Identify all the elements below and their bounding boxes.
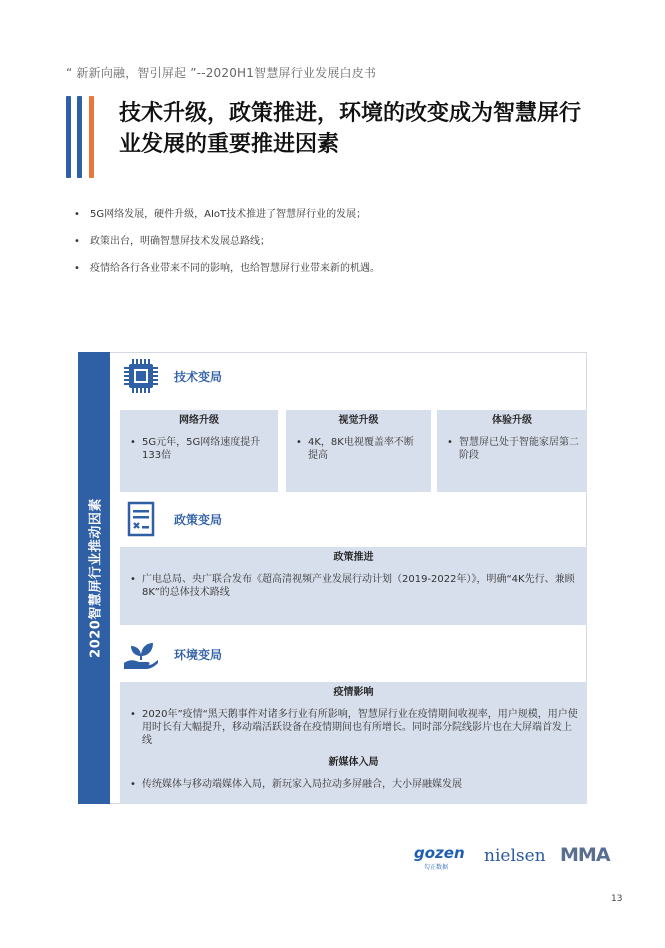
tech-box-visual [286, 410, 431, 492]
cpu-chip-icon [122, 358, 160, 394]
tech-section-header [122, 358, 222, 394]
hand-plant-icon [122, 636, 160, 672]
env-box-title: 疫情影响 [333, 687, 374, 698]
intro-bullet: • 5G网络发展，硬件升级，AIoT技术推进了智慧屏行业的发展； [74, 208, 614, 222]
tech-box-title: 网络升级 [179, 415, 219, 426]
gozen-logo-sub: 勾正数据 [424, 864, 449, 871]
policy-box-title: 政策推进 [333, 552, 374, 563]
tech-box-text: • 4K，8K电视覆盖率不断提高 [294, 436, 423, 462]
orange-bar [89, 96, 94, 178]
tech-box-title: 体验升级 [492, 415, 532, 426]
document-icon [122, 501, 160, 537]
blue-bar-2 [77, 96, 82, 178]
tech-box-text: • 智慧屏已处于智能家居第二阶段 [445, 436, 579, 462]
tech-box-title: 视觉升级 [338, 415, 379, 426]
mma-logo: MMA [560, 844, 610, 866]
driving-factors-diagram [78, 352, 588, 806]
policy-box-text: • 广电总局、央广联合发布《超高清视频产业发展行动计划（2019-2022年）》，明确“4K先行、兼顾8K”的总体技术路线 [128, 573, 579, 599]
env-section-header [122, 636, 222, 672]
page-number: 13 [611, 894, 623, 904]
policy-box [120, 547, 587, 625]
env-section-title: 环境变局 [174, 647, 223, 662]
title-decoration-bars [66, 96, 100, 178]
tech-box-experience [437, 410, 587, 492]
partner-logos [414, 844, 620, 870]
intro-bullet: • 疫情给各行各业带来不同的影响，也给智慧屏行业带来新的机遇。 [74, 262, 614, 276]
gozen-logo: gozen [414, 844, 465, 862]
policy-section-title: 政策变局 [174, 512, 223, 527]
intro-bullet-list [74, 208, 614, 289]
header-subtitle: “ 新新向融，智引屏起 ”--2020H1智慧屏行业发展白皮书 [66, 66, 377, 80]
env-box-title: 新媒体入局 [328, 757, 379, 768]
policy-section-header [122, 501, 222, 537]
tech-box-network [120, 410, 278, 492]
intro-bullet: • 政策出台，明确智慧屏技术发展总路线； [74, 235, 614, 249]
env-box-text: • 2020年”疫情“黑天鹅事件对诸多行业有所影响，智慧屏行业在疫情期间收视率，用户规模，用户使用时长有大幅提升，移动端活跃设备在疫情期间也有所增长。同时部分院线影片也在大屏端首发上线 [128, 708, 579, 747]
side-label-bar [78, 352, 110, 804]
env-box-text: • 传统媒体与移动端媒体入局，新玩家入局拉动多屏融合，大小屏融媒发展 [128, 778, 579, 791]
tech-section-title: 技术变局 [174, 369, 223, 384]
page-title: 技术升级，政策推进，环境的改变成为智慧屏行业发展的重要推进因素 [119, 101, 582, 157]
nielsen-logo: nielsen [484, 846, 546, 866]
blue-bar-1 [66, 96, 71, 178]
side-label-text: 2020智慧屏行业推动因素 [88, 498, 104, 658]
tech-box-text: • 5G元年，5G网络速度提升133倍 [128, 436, 270, 462]
env-box [120, 682, 587, 804]
